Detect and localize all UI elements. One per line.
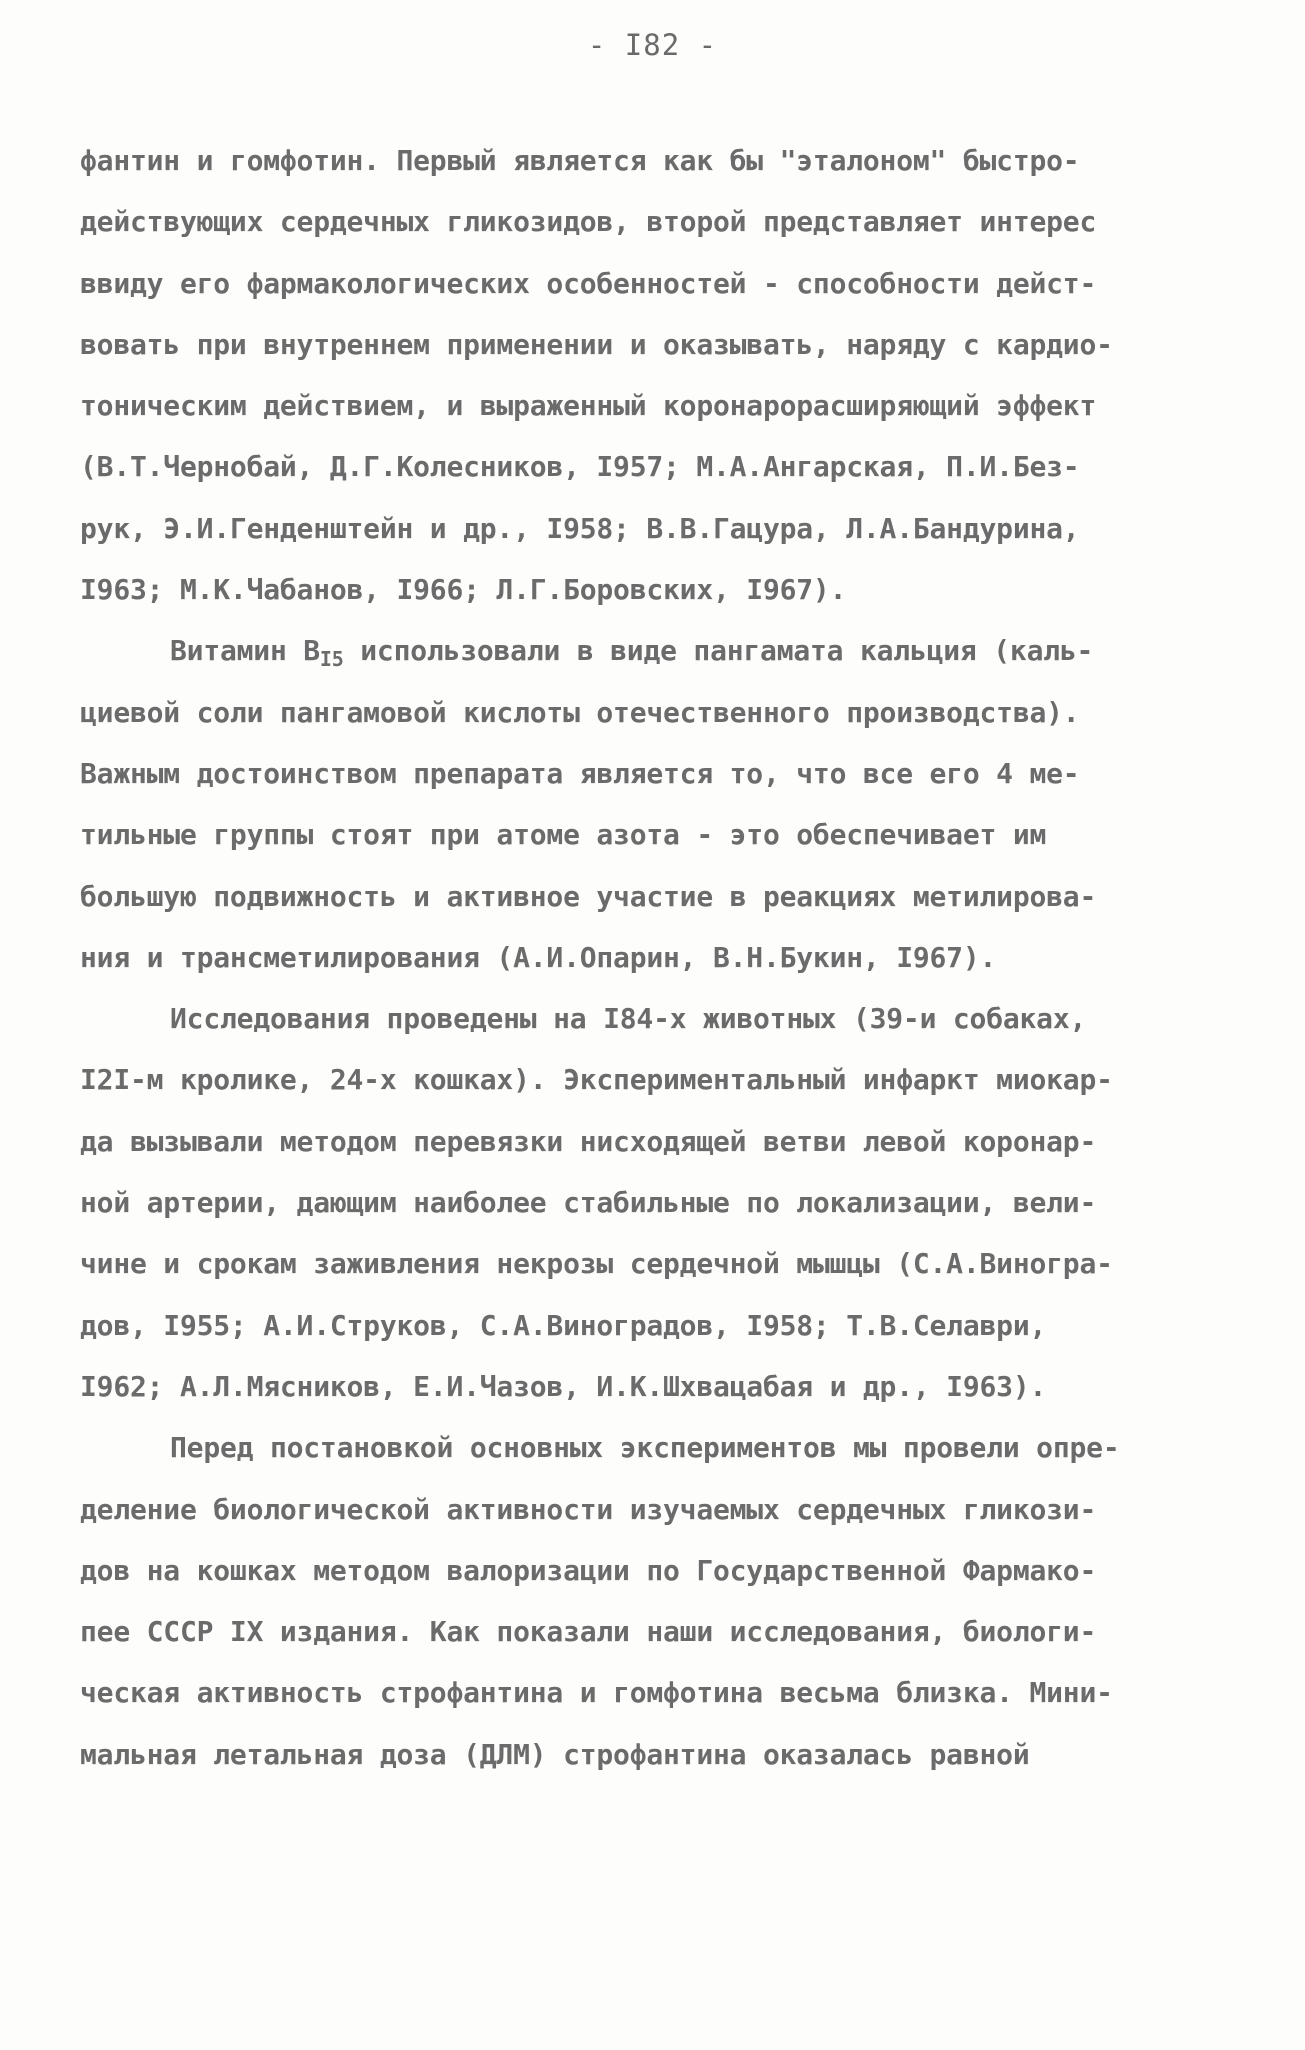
text-line: Важным достоинством препарата является то, что все его 4 ме- — [80, 756, 1080, 790]
text-line: рук, Э.И.Генденштейн и др., I958; В.В.Гацура, Л.А.Бандурина, — [80, 511, 1080, 545]
text-line: ческая активность строфантина и гомфотина весьма близка. Мини- — [80, 1676, 1113, 1710]
paragraph-3 — [80, 988, 1240, 1417]
text-line: Исследования проведены на I84-х животных (39-и собаках, — [170, 1002, 1087, 1036]
text-line: ввиду его фармакологических особенностей - способности дейст- — [80, 266, 1097, 300]
text-line: I2I-м кролике, 24-х кошках). Экспериментальный инфаркт миокар- — [80, 1063, 1113, 1097]
text-line: дов на кошках методом валоризации по Государственной Фармако- — [80, 1553, 1097, 1587]
text-fragment: Витамин В — [170, 634, 320, 668]
text-line: дов, I955; А.И.Струков, С.А.Виноградов, I958; Т.В.Селаври, — [80, 1308, 1047, 1342]
text-line: вовать при внутреннем применении и оказывать, наряду с кардио- — [80, 327, 1113, 361]
text-line: Перед постановкой основных экспериментов мы провели опре- — [170, 1431, 1120, 1465]
text-line: I962; А.Л.Мясников, Е.И.Чазов, И.К.Шхвацабая и др., I963). — [80, 1369, 1047, 1403]
text-line: циевой соли пангамовой кислоты отечественного производства). — [80, 695, 1080, 729]
text-line: пее СССР IX издания. Как показали наши исследования, биологи- — [80, 1615, 1097, 1649]
text-line: мальная летальная доза (ДЛМ) строфантина оказалась равной — [80, 1737, 1030, 1771]
text-line: I963; М.К.Чабанов, I966; Л.Г.Боровских, I967). — [80, 573, 847, 607]
text-line: действующих сердечных гликозидов, второй представляет интерес — [80, 205, 1097, 239]
text-line: деление биологической активности изучаемых сердечных гликози- — [80, 1492, 1097, 1526]
page-number: - I82 - — [587, 28, 718, 62]
text-line: тоническим действием, и выраженный коронарорасширяющий эффект — [80, 389, 1097, 423]
text-line: фантин и гомфотин. Первый является как бы "эталоном" быстро- — [80, 144, 1080, 177]
text-line — [80, 620, 1240, 681]
body-text — [80, 130, 1240, 1785]
text-fragment: использовали в виде пангамата кальция (каль- — [343, 634, 1094, 668]
paragraph-1 — [80, 130, 1240, 620]
text-line: ния и трансметилирования (А.И.Опарин, В.Н.Букин, I967). — [80, 940, 997, 974]
text-line: чине и срокам заживления некрозы сердечной мышцы (С.А.Виногра- — [80, 1247, 1113, 1281]
text-line: ной артерии, дающим наиболее стабильные по локализации, вели- — [80, 1186, 1097, 1220]
paragraph-4 — [80, 1417, 1240, 1785]
text-line: тильные группы стоят при атоме азота - это обеспечивает им — [80, 818, 1047, 852]
text-line: большую подвижность и активное участие в реакциях метилирова- — [80, 879, 1097, 913]
text-line: да вызывали методом перевязки нисходящей ветви левой коронар- — [80, 1124, 1097, 1158]
text-line: (В.Т.Чернобай, Д.Г.Колесников, I957; М.А.Ангарская, П.И.Без- — [80, 450, 1080, 484]
subscript: I5 — [319, 647, 344, 672]
paragraph-2 — [80, 620, 1240, 988]
